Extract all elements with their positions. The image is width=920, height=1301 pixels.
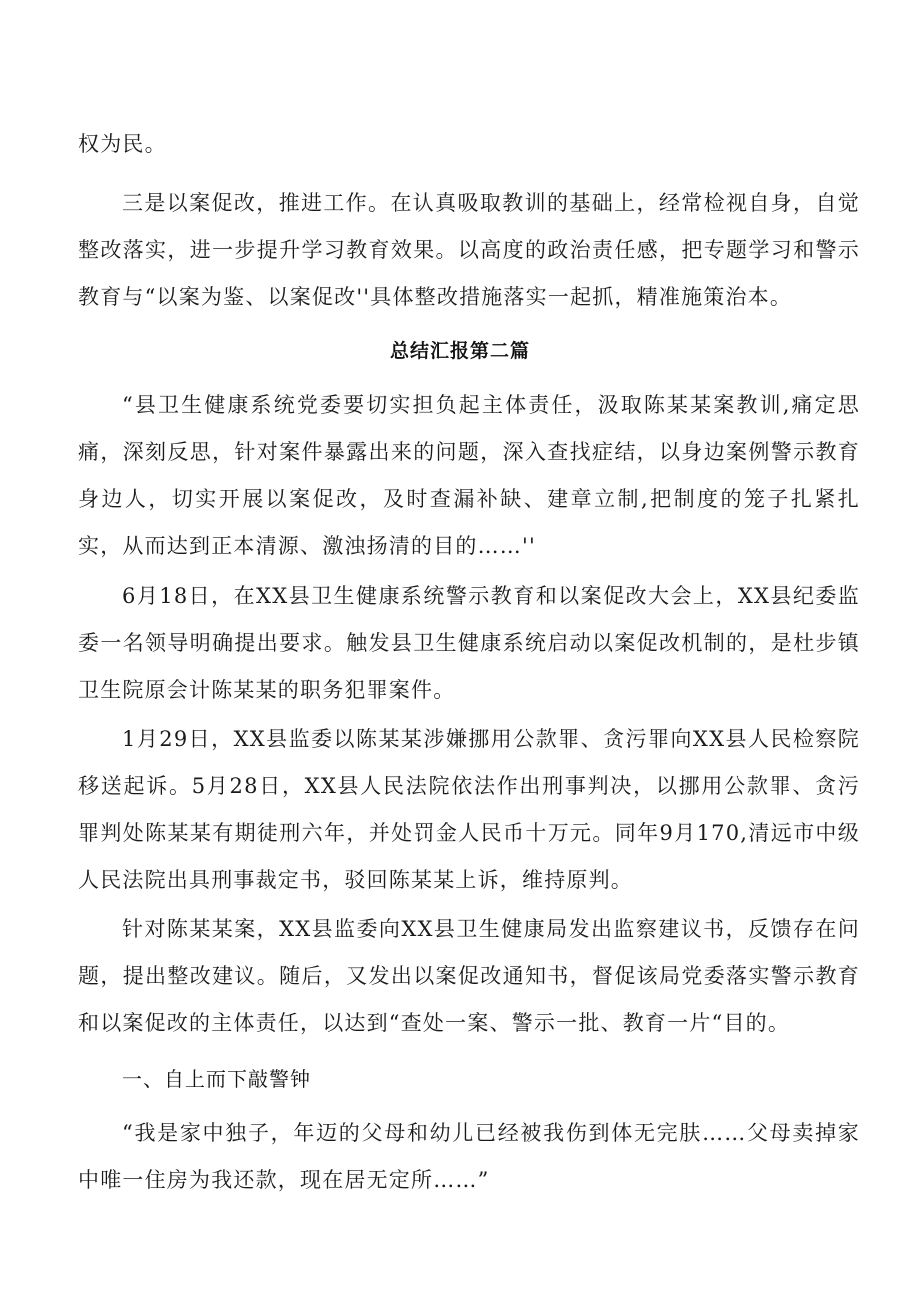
section-title: 总结汇报第二篇 — [389, 340, 530, 362]
subheading-alarm-bell: 一、自上而下敲警钟 — [122, 1067, 311, 1091]
paragraph-supervision-advice: 针对陈某某案，XX县监委向XX县卫生健康局发出监察建议书，反馈存在问题，提出整改建议。随后，又发出以案促改通知书，督促该局党委落实警示教育和以案促改的主体责任，以达到“查处一案、警示一批、教育一片“目的。 — [78, 917, 860, 1035]
paragraph-confession-quote: “我是家中独子，年迈的父母和幼儿已经被我伤到体无完肤……父母卖掉家中唯一住房为我还款，现在居无定所……” — [78, 1121, 860, 1192]
paragraph-rectify-work: 三是以案促改，推进工作。在认真吸取教训的基础上，经常检视自身，自觉整改落实，进一步提升学习教育效果。以高度的政治责任感，把专题学习和警示教育与“以案为鉴、以案促改''具体整改措施落实一起抓，精准施策治本。 — [78, 191, 860, 309]
paragraph-continuation: 权为民。 — [78, 132, 167, 156]
paragraph-quote-party-committee: “县卫生健康系统党委要切实担负起主体责任，汲取陈某某案教训,痛定思痛，深刻反思，针对案件暴露出来的问题，深入查找症结，以身边案例警示教育身边人，切实开展以案促改，及时查漏补缺、建章立制,把制度的笼子扎紧扎实，从而达到正本清源、激浊扬清的目的……'' — [78, 393, 860, 558]
paragraph-case-timeline: 1月29日，XX县监委以陈某某涉嫌挪用公款罪、贪污罪向XX县人民检察院移送起诉。5月28日，XX县人民法院依法作出刑事判决，以挪用公款罪、贪污罪判处陈某某有期徒刑六年，并处罚金人民币十万元。同年9月170,清远市中级人民法院出具刑事裁定书，驳回陈某某上诉，维持原判。 — [78, 727, 860, 892]
paragraph-june-meeting: 6月18日，在XX县卫生健康系统警示教育和以案促改大会上，XX县纪委监委一名领导明确提出要求。触发县卫生健康系统启动以案促改机制的，是杜步镇卫生院原会计陈某某的职务犯罪案件。 — [78, 584, 860, 702]
